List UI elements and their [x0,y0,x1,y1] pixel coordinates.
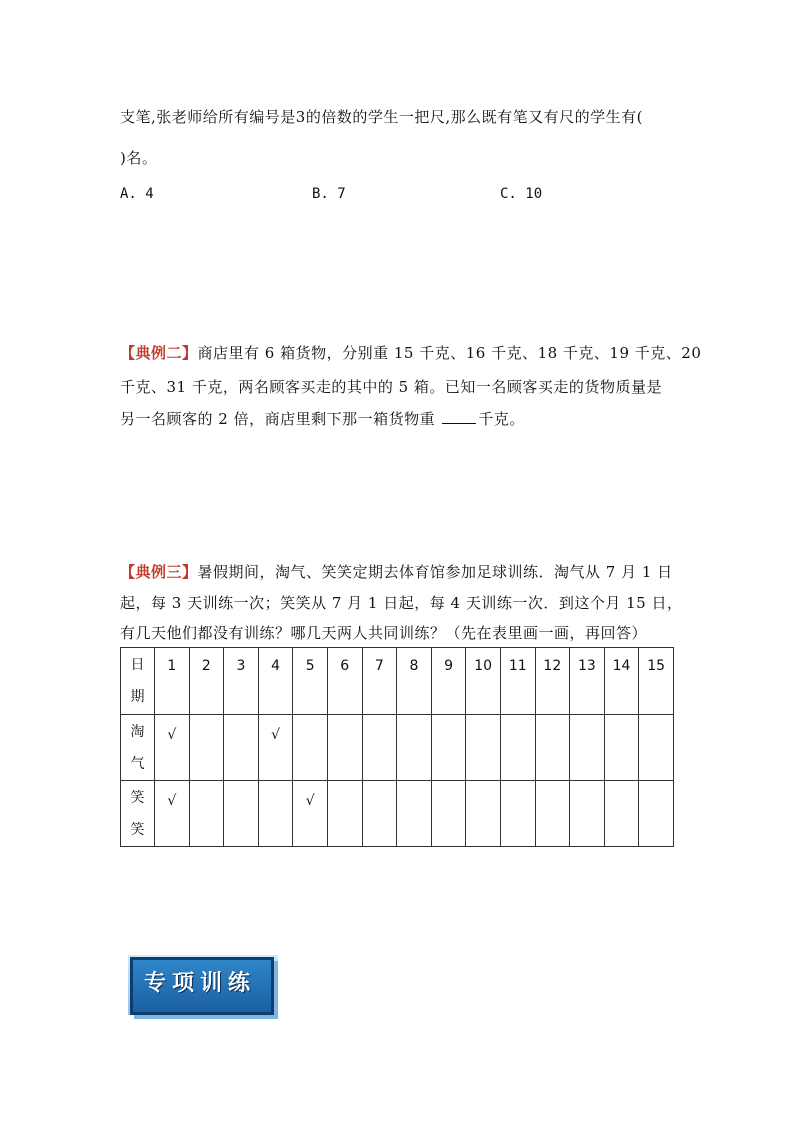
mark-cell[interactable] [362,715,397,781]
day-cell: 11 [500,648,535,715]
day-cell: 5 [293,648,328,715]
table-row-taoqi [121,715,674,781]
section-badge [128,955,278,1017]
mark-cell[interactable] [604,715,639,781]
day-cell: 3 [224,648,259,715]
badge-label: 专项训练 [143,971,256,996]
option-c: C. 10 [500,186,543,202]
mark-cell[interactable] [397,781,432,847]
row-label-char: 期 [130,689,145,705]
mark-cell[interactable] [224,781,259,847]
row-label [121,648,155,715]
row-label-char: 日 [130,657,145,673]
day-cell: 2 [189,648,224,715]
mark-cell[interactable] [431,715,466,781]
mark-cell[interactable] [639,781,674,847]
row-label-char: 笑 [130,821,145,838]
mark-cell[interactable] [327,715,362,781]
mark-cell[interactable]: √ [155,781,190,847]
mark-cell[interactable]: √ [155,715,190,781]
mark-cell[interactable] [293,715,328,781]
row-label [121,715,155,781]
mark-cell[interactable] [258,781,293,847]
day-cell: 9 [431,648,466,715]
mark-cell[interactable] [327,781,362,847]
q2-line3-unit: 千克。 [478,410,525,428]
option-b: B. 7 [312,186,346,202]
row-label-char: 淘 [130,723,145,740]
row-label-char: 气 [130,755,145,772]
q3-tag: 【典例三】 [120,563,198,581]
day-cell: 13 [570,648,605,715]
day-cell: 6 [327,648,362,715]
q2-line3 [120,408,525,429]
mark-cell[interactable] [431,781,466,847]
mark-cell[interactable]: √ [293,781,328,847]
training-table [120,647,674,847]
table-header-row [121,648,674,715]
row-label-char: 笑 [130,789,145,806]
mark-cell[interactable] [570,781,605,847]
mark-cell[interactable] [397,715,432,781]
mark-cell[interactable] [189,715,224,781]
mark-cell[interactable] [500,781,535,847]
q3-line2: 起，每 3 天训练一次；笑笑从 7 月 1 日起，每 4 天训练一次．到这个月 15 日， [120,594,683,612]
mark-cell[interactable] [224,715,259,781]
option-a: A. 4 [120,186,154,202]
answer-blank[interactable] [442,409,476,424]
day-cell: 7 [362,648,397,715]
day-cell: 1 [155,648,190,715]
q3-line1 [120,561,673,582]
day-cell: 12 [535,648,570,715]
q2-line3-text: 另一名顾客的 2 倍，商店里剩下那一箱货物重 [120,410,441,428]
q2-line1-text: 商店里有 6 箱货物，分别重 15 千克、16 千克、18 千克、19 千克、20 [197,344,702,362]
mark-cell[interactable] [535,715,570,781]
day-cell: 8 [397,648,432,715]
mark-cell[interactable] [639,715,674,781]
day-cell: 10 [466,648,501,715]
mark-cell[interactable] [189,781,224,847]
day-cell: 4 [258,648,293,715]
table-row-xiaoxiao [121,781,674,847]
mark-cell[interactable] [466,781,501,847]
mark-cell[interactable] [362,781,397,847]
mark-cell[interactable] [466,715,501,781]
q2-tag: 【典例二】 [120,344,198,362]
mark-cell[interactable] [570,715,605,781]
mark-cell[interactable] [500,715,535,781]
row-label [121,781,155,847]
q3-line1-text: 暑假期间，淘气、笑笑定期去体育馆参加足球训练．淘气从 7 月 1 日 [197,563,673,581]
q2-line2: 千克、31 千克，两名顾客买走的其中的 5 箱。已知一名顾客买走的货物质量是 [120,378,662,396]
mark-cell[interactable] [604,781,639,847]
mark-cell[interactable] [535,781,570,847]
q1-line2: )名。 [120,149,158,167]
mark-cell[interactable]: √ [258,715,293,781]
q1-line1: 支笔,张老师给所有编号是3的倍数的学生一把尺,那么既有笔又有尺的学生有( [120,108,643,126]
day-cell: 15 [639,648,674,715]
q3-line3: 有几天他们都没有训练？哪几天两人共同训练？（先在表里画一画，再回答） [120,624,648,642]
day-cell: 14 [604,648,639,715]
q2-line1 [120,342,701,363]
